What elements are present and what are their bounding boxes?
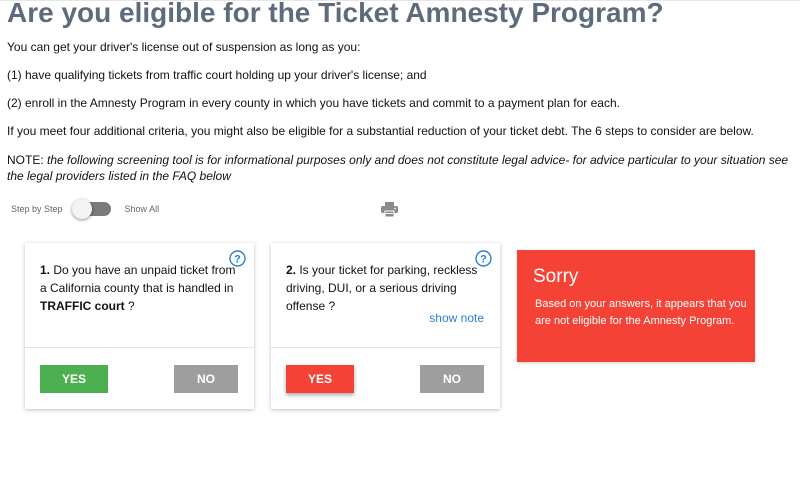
ineligible-result-card — [517, 250, 755, 362]
question-1-text-after: ? — [124, 299, 135, 313]
step-by-step-label[interactable]: Step by Step — [11, 204, 63, 214]
additional-criteria-text: If you meet four additional criteria, you might also be eligible for a substantial reduction of your ticket debt. The 6 steps to consider are below. — [7, 124, 754, 138]
intro-text: You can get your driver's license out of suspension as long as you: — [7, 40, 361, 54]
question-2-body: Is your ticket for parking, reckless driving, DUI, or a serious driving offense ? — [286, 263, 478, 313]
print-icon[interactable] — [381, 202, 398, 217]
card-divider — [25, 347, 254, 348]
switch-knob[interactable] — [72, 199, 92, 219]
card-divider — [271, 347, 500, 348]
question-1-text-bold: TRAFFIC court — [40, 299, 125, 313]
result-title: Sorry — [533, 266, 579, 287]
question-2-no-button[interactable]: NO — [420, 365, 484, 393]
show-all-label[interactable]: Show All — [124, 204, 160, 214]
result-message: Based on your answers, it appears that you are not eligible for the Amnesty Program. — [535, 298, 747, 327]
question-2-yes-button[interactable]: YES — [286, 365, 354, 393]
disclaimer-note — [7, 152, 797, 184]
view-mode-toggle-row — [11, 199, 159, 219]
question-2-number: 2. — [286, 263, 297, 277]
question-1-yes-button[interactable]: YES — [40, 365, 108, 393]
question-card-2 — [271, 243, 500, 409]
view-mode-switch[interactable] — [75, 202, 111, 216]
svg-text:?: ? — [480, 253, 487, 266]
question-card-1 — [25, 243, 254, 409]
note-text: the following screening tool is for informational purposes only and does not constitute legal advice- for advice particular to your situation see the legal providers listed in the FAQ below — [7, 153, 789, 183]
condition-1-text: (1) have qualifying tickets from traffic court holding up your driver's license; and — [7, 68, 427, 82]
question-1-text — [40, 261, 238, 315]
question-2-text — [286, 261, 484, 315]
page-title-rest: for the Ticket Amnesty Program? — [215, 0, 664, 28]
note-label: NOTE: — [7, 153, 48, 167]
question-1-no-button[interactable]: NO — [174, 365, 238, 393]
condition-2-text: (2) enroll in the Amnesty Program in every county in which you have tickets and commit to a payment plan for each. — [7, 96, 620, 110]
page-title — [7, 0, 664, 30]
question-1-text-before: Do you have an unpaid ticket from a California county that is handled in — [40, 263, 236, 295]
show-note-link[interactable]: show note — [429, 311, 484, 325]
question-1-number: 1. — [40, 263, 51, 277]
svg-text:?: ? — [234, 253, 241, 266]
page-title-bold: Are you eligible — [7, 0, 216, 28]
